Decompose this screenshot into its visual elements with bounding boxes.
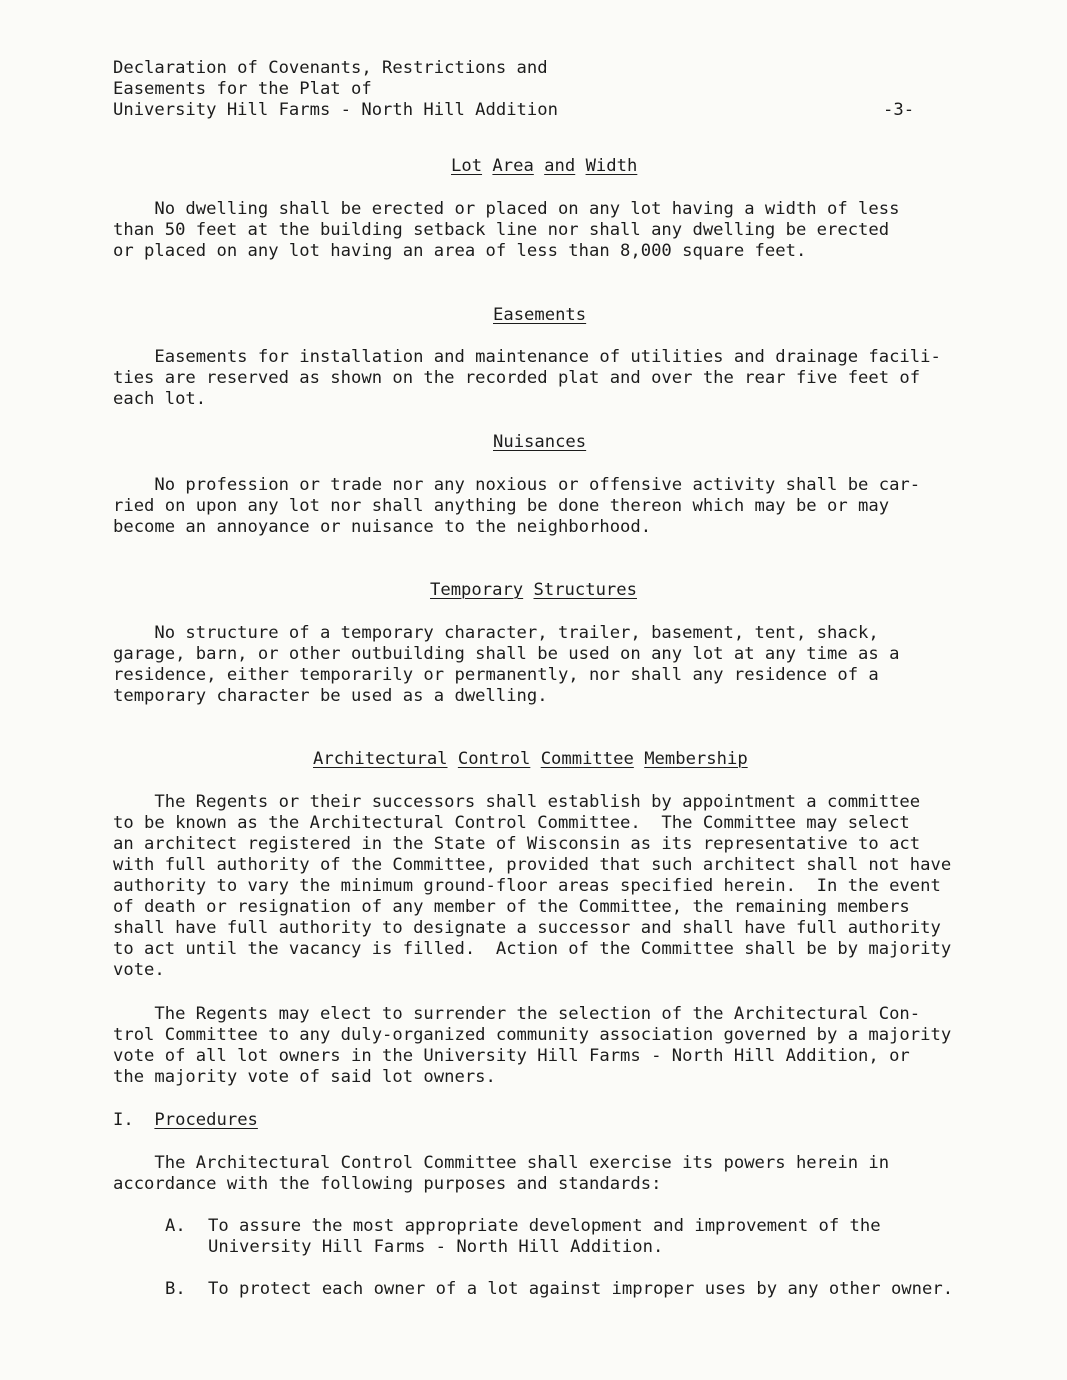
text-line: To assure the most appropriate development and improvement of the [208, 1216, 881, 1236]
heading-acc-membership: Architectural Control Committee Membership [313, 749, 748, 769]
text-line: No structure of a temporary character, trailer, basement, tent, shack, [113, 623, 879, 643]
paragraph-nuisances [113, 475, 993, 538]
text-line: become an annoyance or nuisance to the neighborhood. [113, 517, 652, 537]
header-line: Declaration of Covenants, Restrictions and [113, 58, 548, 78]
text-line: trol Committee to any duly-organized community association governed by a majority [113, 1025, 952, 1045]
header-line: Easements for the Plat of [113, 79, 372, 99]
page-number: -3- [883, 100, 915, 120]
text-line: accordance with the following purposes and standards: [113, 1174, 662, 1194]
paragraph-acc-membership-1 [113, 792, 993, 981]
section-title: Procedures [154, 1110, 258, 1130]
text-line: with full authority of the Committee, provided that such architect shall not have [113, 855, 952, 875]
list-item [165, 1216, 881, 1258]
heading-easements: Easements [493, 305, 587, 325]
section-number: I. [113, 1110, 134, 1130]
text-line: the majority vote of said lot owners. [113, 1067, 496, 1087]
paragraph-easements [113, 347, 993, 410]
paragraph-temporary-structures [113, 623, 993, 707]
text-line: each lot. [113, 389, 207, 409]
text-line: vote. [113, 960, 165, 980]
paragraph-acc-membership-2 [113, 1004, 993, 1088]
heading-temporary-structures: Temporary Structures [430, 580, 637, 600]
text-line: shall have full authority to designate a successor and shall have full authority [113, 918, 941, 938]
list-marker: A. [165, 1216, 186, 1236]
text-line: ties are reserved as shown on the recorded plat and over the rear five feet of [113, 368, 921, 388]
text-line: than 50 feet at the building setback line nor shall any dwelling be erected [113, 220, 890, 240]
text-line: ried on upon any lot nor shall anything be done thereon which may be or may [113, 496, 890, 516]
heading-nuisances: Nuisances [493, 432, 587, 452]
list-marker: B. [165, 1279, 186, 1299]
text-line: To protect each owner of a lot against improper uses by any other owner. [208, 1279, 954, 1299]
text-line: authority to vary the minimum ground-floor areas specified herein. In the event [113, 876, 941, 896]
text-line: Easements for installation and maintenance of utilities and drainage facili- [113, 347, 941, 367]
heading-lot-area: Lot Area and Width [451, 156, 638, 176]
text-line: No profession or trade nor any noxious or offensive activity shall be car- [113, 475, 921, 495]
document-header [113, 58, 558, 121]
text-line: or placed on any lot having an area of less than 8,000 square feet. [113, 241, 807, 261]
text-line: University Hill Farms - North Hill Addition. [208, 1237, 664, 1257]
text-line: garage, barn, or other outbuilding shall be used on any lot at any time as a [113, 644, 900, 664]
list-item [165, 1279, 953, 1300]
text-line: residence, either temporarily or permanently, nor shall any residence of a [113, 665, 879, 685]
text-line: The Regents may elect to surrender the selection of the Architectural Con- [113, 1004, 921, 1024]
paragraph-lot-area [113, 199, 993, 262]
text-line: vote of all lot owners in the University Hill Farms - North Hill Addition, or [113, 1046, 910, 1066]
text-line: temporary character be used as a dwelling. [113, 686, 548, 706]
text-line: an architect registered in the State of Wisconsin as its representative to act [113, 834, 921, 854]
text-line: The Regents or their successors shall establish by appointment a committee [113, 792, 921, 812]
text-line: The Architectural Control Committee shall exercise its powers herein in [113, 1153, 890, 1173]
text-line: to be known as the Architectural Control Committee. The Committee may select [113, 813, 910, 833]
text-line: to act until the vacancy is filled. Action of the Committee shall be by majority [113, 939, 952, 959]
heading-procedures [113, 1110, 258, 1131]
text-line: No dwelling shall be erected or placed on any lot having a width of less [113, 199, 900, 219]
paragraph-procedures-intro [113, 1153, 993, 1195]
text-line: of death or resignation of any member of the Committee, the remaining members [113, 897, 910, 917]
header-line: University Hill Farms - North Hill Addition [113, 100, 558, 120]
